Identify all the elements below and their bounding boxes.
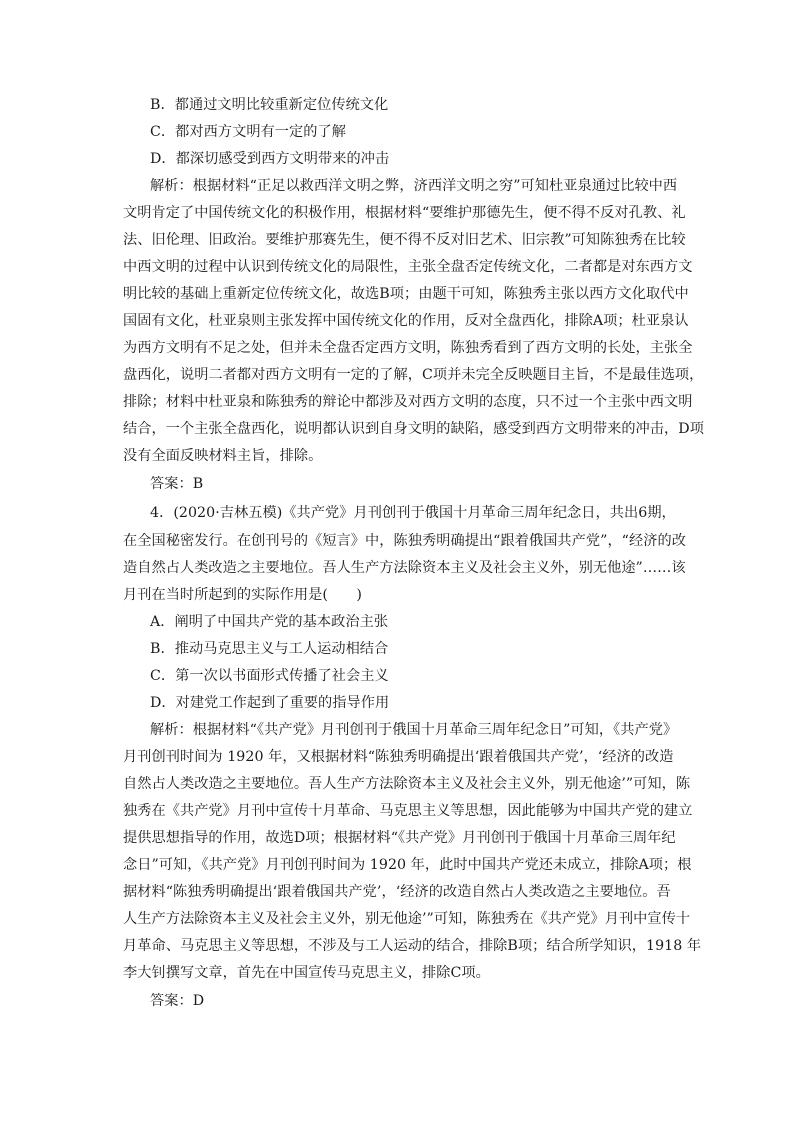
q4-option-a: A．阐明了中国共产党的基本政治主张 xyxy=(150,614,389,630)
q3-analysis-line: 明比较的基础上重新定位传统文化，故选B项；由题干可知，陈独秀主张以西方文化取代中 xyxy=(123,286,689,302)
q3-analysis-line: 法、旧伦理、旧政治。要维护那赛先生，便不得不反对旧艺术、旧宗教”可知陈独秀在比较 xyxy=(123,232,686,248)
q4-analysis-line: 月革命、马克思主义等思想，不涉及与工人运动的结合，排除B项；结合所学知识，1918 年 xyxy=(123,938,702,954)
q4-analysis-line: 提供思想指导的作用，故选D项；根据材料“《共产党》月刊创刊于俄国十月革命三周年纪 xyxy=(123,830,676,846)
q3-analysis-line: 排除；材料中杜亚泉和陈独秀的辩论中都涉及对西方文明的态度，只不过一个主张中西文明 xyxy=(123,394,693,410)
q3-analysis-line: 国固有文化，杜亚泉则主张发挥中国传统文化的作用，反对全盘西化，排除A项；杜亚泉认 xyxy=(123,313,689,329)
q3-option-c: C．都对西方文明有一定的了解 xyxy=(150,124,346,140)
q3-analysis-line: 盘西化，说明二者都对西方文明有一定的了解，C项并未完全反映题目主旨，不是最佳选项， xyxy=(123,367,704,383)
q4-stem-line: 4．(2020·吉林五模)《共产党》月刊创刊于俄国十月革命三周年纪念日，共出6期， xyxy=(150,505,676,521)
q3-answer: 答案：B xyxy=(150,476,204,492)
q3-option-b: B．都通过文明比较重新定位传统文化 xyxy=(150,97,389,113)
q3-analysis-line: 为西方文明有不足之处，但并未全盘否定西方文明，陈独秀看到了西方文明的长处，主张全 xyxy=(123,340,693,356)
q4-analysis-line: 据材料“陈独秀明确提出‘跟着俄国共产党’，‘经济的改造自然占人类改造之主要地位。吾 xyxy=(123,884,671,900)
q3-analysis-line: 中西文明的过程中认识到传统文化的局限性，主张全盘否定传统文化，二者都是对东西方文 xyxy=(123,259,693,275)
q4-option-d: D．对建党工作起到了重要的指导作用 xyxy=(150,695,390,711)
q3-analysis-line: 结合，一个主张全盘西化，说明都认识到自身文明的缺陷，感受到西方文明带来的冲击，D项 xyxy=(123,421,704,437)
q4-analysis-line: 独秀在《共产党》月刊中宣传十月革命、马克思主义等思想，因此能够为中国共产党的建立 xyxy=(123,803,693,819)
q3-option-d: D．都深切感受到西方文明带来的冲击 xyxy=(150,151,390,167)
q3-analysis-line: 解析：根据材料“正足以救西洋文明之弊，济西洋文明之穷”可知杜亚泉通过比较中西 xyxy=(150,178,678,194)
q4-stem-line: 造自然占人类改造之主要地位。吾人生产方法除资本主义及社会主义外，别无他途”……该 xyxy=(123,560,686,576)
q4-analysis-line: 月刊创刊时间为 1920 年，又根据材料“陈独秀明确提出‘跟着俄国共产党’，‘经济的改造 xyxy=(123,749,674,765)
q3-analysis-line: 文明肯定了中国传统文化的积极作用，根据材料“要维护那德先生，便不得不反对孔教、礼 xyxy=(123,205,686,221)
q4-option-c: C．第一次以书面形式传播了社会主义 xyxy=(150,668,389,684)
q4-analysis-line: 李大钊撰写文章，首先在中国宣传马克思主义，排除C项。 xyxy=(123,965,490,981)
q4-answer: 答案：D xyxy=(150,993,205,1009)
q4-analysis-line: 自然占人类改造之主要地位。吾人生产方法除资本主义及社会主义外，别无他途’”可知，陈 xyxy=(123,776,691,792)
q4-stem-line: 月刊在当时所起到的实际作用是( ) xyxy=(123,587,362,603)
q4-analysis-line: 人生产方法除资本主义及社会主义外，别无他途’”可知，陈独秀在《共产党》月刊中宣传十 xyxy=(123,911,691,927)
q4-stem-line: 在全国秘密发行。在创刊号的《短言》中，陈独秀明确提出“跟着俄国共产党”，“经济的改 xyxy=(123,533,686,549)
q4-analysis-line: 念日”可知，《共产党》月刊创刊时间为 1920 年，此时中国共产党还未成立，排除A项；根 xyxy=(123,857,692,873)
q3-analysis-line: 没有全面反映材料主旨，排除。 xyxy=(123,448,323,464)
q4-analysis-line: 解析：根据材料“《共产党》月刊创刊于俄国十月革命三周年纪念日”可知，《共产党》 xyxy=(150,722,678,738)
q4-option-b: B．推动马克思主义与工人运动相结合 xyxy=(150,641,389,657)
